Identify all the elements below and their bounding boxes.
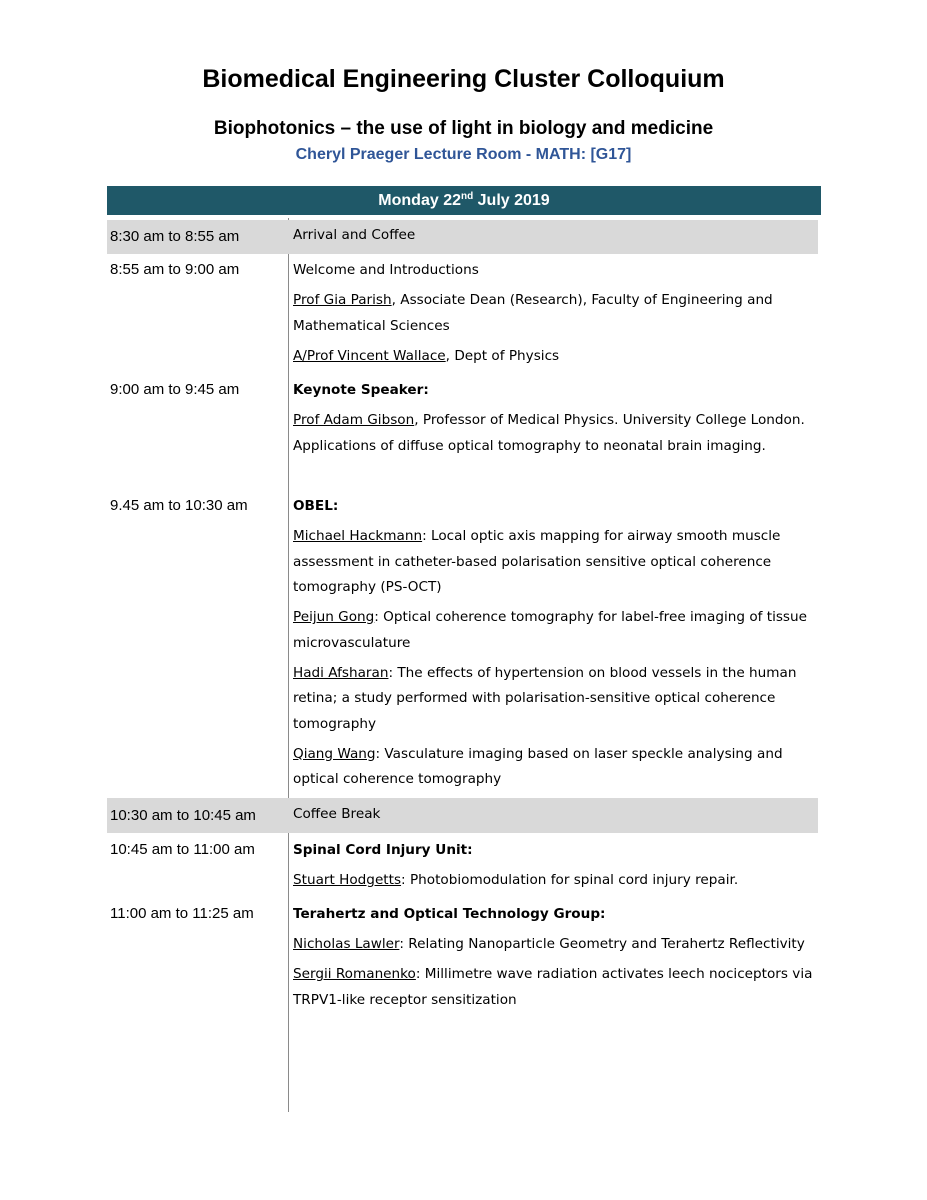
session-title: Welcome and Introductions [293, 262, 479, 278]
speaker-entry [293, 524, 821, 601]
session-content [293, 902, 821, 1018]
speaker-entry [293, 344, 821, 370]
session-content [293, 258, 821, 374]
speaker-name: Prof Adam Gibson [293, 412, 415, 428]
session-title: Spinal Cord Injury Unit: [293, 842, 473, 858]
speaker-detail: : Local optic axis mapping for airway smooth muscle assessment in catheter-based polarisation sensitive optical coherence tomography (PS-OCT) [293, 528, 781, 595]
schedule-row [107, 258, 818, 370]
speaker-detail: : Photobiomodulation for spinal cord injury repair. [401, 872, 739, 888]
speaker-name: Nicholas Lawler [293, 936, 400, 952]
speaker-detail: : Millimetre wave radiation activates leech nociceptors via TRPV1-like receptor sensitization [293, 966, 813, 1008]
speaker-entry [293, 288, 821, 339]
session-time: 9:00 am to 9:45 am [110, 381, 240, 398]
speaker-detail: , Dept of Physics [445, 347, 560, 364]
venue-line: Cheryl Praeger Lecture Room - MATH: [G17] [295, 146, 632, 163]
speaker-detail: , Professor of Medical Physics. University College London. Applications of diffuse optical tomography to neonatal brain imaging. [293, 412, 805, 454]
session-time: 9.45 am to 10:30 am [110, 497, 248, 514]
session-content [293, 378, 821, 464]
schedule-row [107, 220, 818, 254]
schedule-row [107, 798, 818, 833]
speaker-name: Michael Hackmann [293, 528, 423, 544]
speaker-detail: : Relating Nanoparticle Geometry and Terahertz Reflectivity [399, 936, 805, 952]
speaker-entry [293, 605, 821, 656]
speaker-name: Qiang Wang [293, 745, 376, 762]
session-time: 8:30 am to 8:55 am [110, 228, 240, 245]
session-time: 10:45 am to 11:00 am [110, 841, 255, 858]
schedule-row [107, 378, 818, 488]
day-month-year: July 2019 [473, 192, 550, 209]
page-subtitle: Biophotonics – the use of light in biology and medicine [213, 118, 714, 139]
speaker-detail: : Optical coherence tomography for label-free imaging of tissue microvasculature [293, 609, 807, 651]
session-time: 8:55 am to 9:00 am [110, 261, 240, 278]
page-title: Biomedical Engineering Cluster Colloquium [202, 65, 725, 93]
session-title: Coffee Break [293, 806, 381, 822]
speaker-name: Sergii Romanenko [293, 966, 416, 982]
speaker-detail: , Associate Dean (Research), Faculty of Engineering and Mathematical Sciences [293, 292, 773, 334]
speaker-name: Hadi Afsharan [293, 664, 389, 681]
speaker-detail: : The effects of hypertension on blood vessels in the human retina; a study performed with polarisation-sensitive optical coherence tomography [293, 664, 797, 732]
schedule-row [107, 902, 818, 1042]
speaker-entry [293, 661, 821, 738]
speaker-name: Prof Gia Parish [293, 292, 392, 308]
schedule-row [107, 838, 818, 898]
session-content [293, 802, 821, 832]
day-header [107, 186, 821, 215]
session-content [293, 494, 821, 797]
session-time: 10:30 am to 10:45 am [110, 807, 256, 824]
session-title: OBEL: [293, 498, 339, 514]
schedule-row [107, 494, 818, 794]
session-content [293, 223, 821, 253]
speaker-entry [293, 408, 821, 459]
speaker-entry [293, 868, 821, 894]
speaker-name: A/Prof Vincent Wallace [293, 347, 446, 364]
session-content [293, 838, 821, 898]
speaker-entry [293, 932, 821, 958]
speaker-name: Stuart Hodgetts [293, 872, 402, 888]
session-title: Keynote Speaker: [293, 382, 429, 398]
speaker-entry [293, 742, 821, 793]
speaker-name: Peijun Gong [293, 609, 375, 625]
day-ordinal: nd [460, 191, 474, 202]
session-title: Arrival and Coffee [293, 227, 416, 243]
session-title: Terahertz and Optical Technology Group: [293, 906, 606, 922]
day-weekday: Monday 22 [378, 192, 461, 209]
speaker-entry [293, 962, 821, 1013]
speaker-detail: : Vasculature imaging based on laser speckle analysing and optical coherence tomography [293, 745, 783, 787]
session-time: 11:00 am to 11:25 am [110, 905, 254, 922]
